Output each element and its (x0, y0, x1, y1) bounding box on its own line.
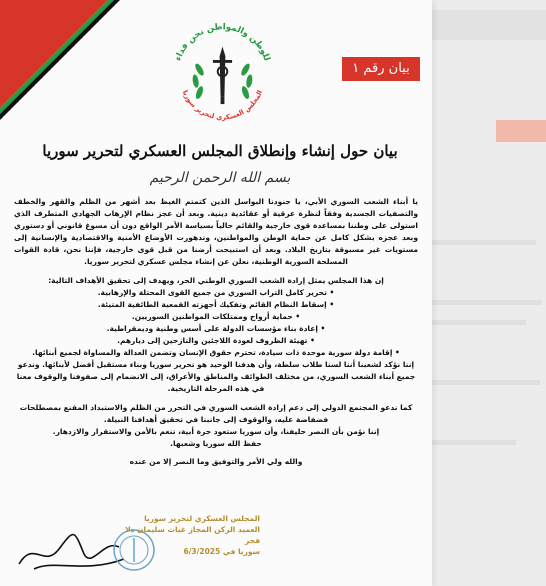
military-council-emblem-icon (165, 14, 280, 129)
signature-block (110, 513, 260, 557)
goals-list (14, 287, 418, 360)
goal-item: • تحرير كامل التراب السوري من جميع القوى المحتلة والإرهابية. (14, 287, 418, 299)
goals-intro: إن هذا المجلس يمثل إرادة الشعب السوري الوطني الحر، ويهدف إلى تحقيق الأهداف التالية: (48, 275, 384, 285)
ghost-badge (496, 120, 546, 142)
ghost-line (416, 380, 540, 385)
ghost-line (416, 240, 536, 245)
ghost-line (416, 300, 542, 305)
statement-number-badge: بيان رقم ١ (342, 57, 420, 81)
intro-paragraph: يا أبناء الشعب السوري الأبي، يا جنودنا البواسل الذين كتمتم الغيظ بعد أشهر من الظلم والقهر والخطف والتصفيات الجسدية وفقاً لنظرة عرقية أو عقائدية دينية. وبعد أن عجز نظام الإرهاب الجهادي المتطرف الذي استولى على وطننا بمساعدة قوى خارجية والقائم حالياً بسياسة الأمر الواقع دون أن مسوغ قانوني أو دستوري وبعد عجزه بشكل كامل عن حماية الوطن والمواطنين، وتدهورت الأوضاع الأمنية والاقتصادية والإنسانية إلى مستويات غير مسبوقة بتاريخ البلاد. وبعد أن استبيحت أرضنا من قبل قوى خارجية، فإننا نحن، قادة القوات المسلحة السورية الوطنية، نعلن عن إنشاء مجلس عسكري لتحرير سوريا. (14, 197, 418, 267)
goal-item: • تهيئة الظروف لعودة اللاجئين والنازحين إلى ديارهم. (14, 335, 418, 347)
goal-item: • حماية أرواح وممتلكات المواطنين السوريين. (14, 311, 418, 323)
signature-org: المجلس العسكري لتحرير سوريا (144, 514, 260, 523)
emblem-bottom-text: المجلس العسكري لتحرير سوريا (180, 89, 265, 122)
paragraph-4: إننا نؤمن بأن النصر حليفنا، وأن سوريا ستعود حرة أبية، تنعم بالأمن والاستقرار والازدهار. (52, 426, 380, 436)
statement-body (14, 196, 418, 468)
paragraph-5: حفظ الله سوريا وشعبها. (170, 438, 262, 448)
ghost-line (416, 320, 526, 325)
paragraph-3: كما ندعو المجتمع الدولي إلى دعم إرادة الشعب السوري في التحرر من الظلم والاستبداد المقنع بمصطلحات فضفاضة عليه، والوقوف إلى جانبنا في تحقيق أهدافنا النبيلة. (19, 402, 413, 424)
goal-item: • إعادة بناء مؤسسات الدولة على أسس وطنية وديمقراطية. (14, 323, 418, 335)
goal-item: • إقامة دولة سورية موحدة ذات سيادة، تحترم حقوق الإنسان وتضمن العدالة والمساواة لجميع أبنائها. (14, 347, 418, 359)
document-title: بيان حول إنشاء وإنطلاق المجلس العسكري لتحرير سوريا (42, 142, 398, 160)
signature-date: سوريا في 6/3/2025 (183, 547, 260, 556)
emblem-top-text: للوطن والمواطن نحن فداء (173, 22, 272, 63)
signature-name: العميد الركن المجاز غياث سليمان دلا (125, 525, 260, 534)
flag-corner-stripes (0, 0, 120, 120)
closing-line: والله ولي الأمر والتوفيق وما النصر إلا من عنده (129, 456, 303, 466)
paragraph-2: إننا نؤكد لشعبنا أننا لسنا طلاب سلطة، وأن هدفنا الوحيد هو تحرير سوريا وبناء مستقبل أفضل لأبنائها. وندعو جميع أبناء الشعب السوري، من مختلف الطوائف والمناطق والأعراق، إلى الانضمام إلى صفوفنا والوقوف معنا في هذه المرحلة التاريخية. (16, 360, 416, 394)
signature-time: فجر (245, 536, 260, 545)
goal-item: • إسقاط النظام القائم وتفكيك أجهزته القمعية الطائفية المتيئة. (14, 299, 418, 311)
basmala-calligraphy: بسم الله الرحمن الرحيم (149, 170, 291, 186)
ghost-top-bar (416, 10, 546, 40)
